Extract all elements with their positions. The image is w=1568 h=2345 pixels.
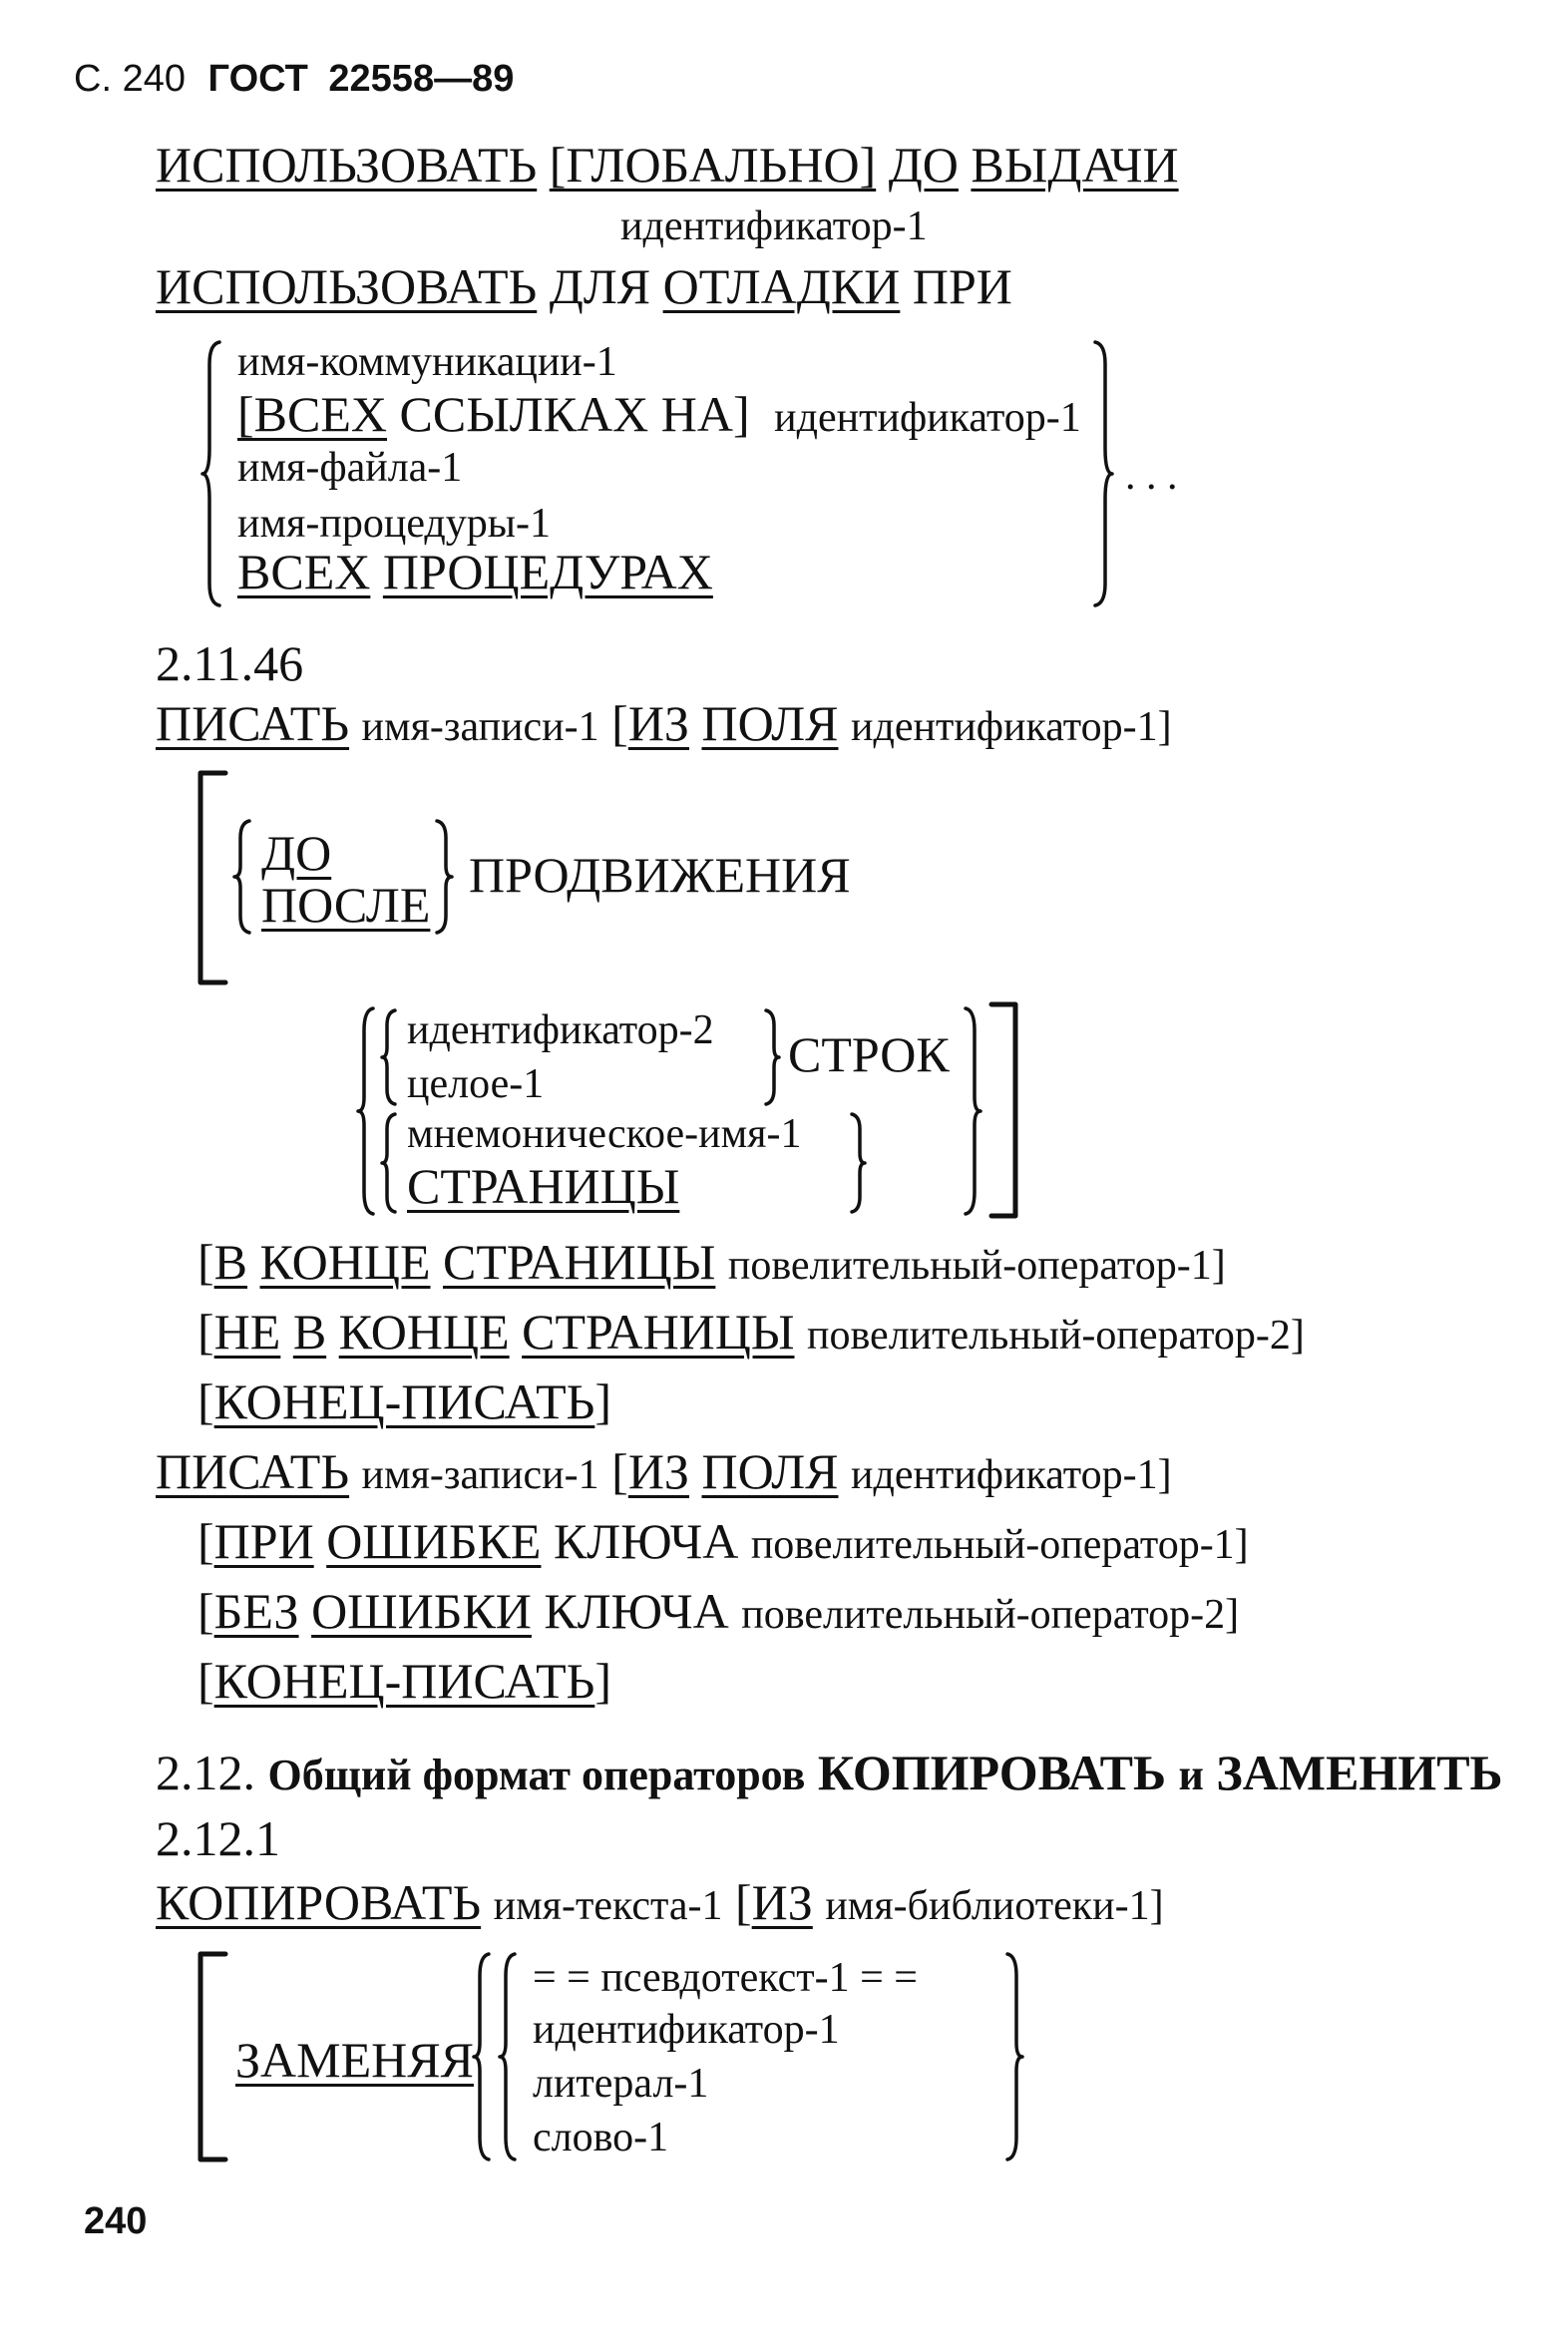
invalid-key-line (197, 1513, 1249, 1569)
kw-error: ОШИБКИ (311, 1583, 532, 1639)
replacing-right-brace (1001, 1951, 1025, 2162)
replacing-opt-literal: литерал-1 (533, 2061, 709, 2107)
kw-page-opt (407, 1158, 680, 1214)
use-global-identifier: идентификатор-1 (620, 203, 928, 249)
section-number: 2.12. (156, 1745, 255, 1800)
kw-at: В (213, 1234, 248, 1290)
text-name: имя-текста-1 (493, 1883, 723, 1929)
replacing-opt-pseudotext: = = псевдотекст-1 = = (533, 1955, 918, 2001)
lines-inner-right-brace (760, 1007, 782, 1107)
imperative-statement-2: повелительный-оператор-2] (807, 1313, 1305, 1359)
imperative-statement-1: повелительный-оператор-1] (750, 1522, 1249, 1568)
before-after-right-brace (431, 818, 455, 936)
use-debug-line (156, 258, 1012, 314)
kw-all: ВСЕХ (237, 544, 371, 599)
before-after-left-brace (231, 818, 255, 936)
kw-before: ДО (888, 137, 959, 193)
debug-right-brace (1087, 339, 1117, 608)
end-write-line (197, 1653, 611, 1709)
copy-line (156, 1874, 1164, 1930)
bracket-open: [ (734, 1874, 752, 1930)
kw-after: ПОСЛЕ (261, 877, 431, 933)
lines-inner-left-brace (379, 1007, 401, 1107)
kw-on: ПРИ (213, 1513, 314, 1569)
kw-field: ПОЛЯ (701, 1443, 839, 1499)
kw-not: НЕ (213, 1304, 281, 1360)
kw-end-write: КОНЕЦ-ПИСАТЬ (213, 1373, 595, 1429)
debug-left-brace (199, 339, 229, 608)
imperative-statement-1: повелительный-оператор-1] (727, 1243, 1226, 1289)
section-2-12-heading (156, 1745, 1503, 1800)
kw-before: ДО (261, 825, 332, 881)
kw-advancing: ПРОДВИЖЕНИЯ (469, 847, 851, 903)
debug-opt-comm: имя-коммуникации-1 (237, 339, 617, 385)
replacing-outer-left-brace (471, 1951, 495, 2162)
write-line-1 (156, 695, 1172, 751)
kw-write: ПИСАТЬ (156, 695, 350, 751)
replacing-opt-word: слово-1 (533, 2115, 669, 2160)
bracket-open: [ (197, 1234, 214, 1290)
kw-end: КОНЦЕ (259, 1234, 431, 1290)
page-prefix: С. (74, 58, 112, 100)
replacing-inner-left-brace (497, 1951, 521, 2162)
kw-write: ПИСАТЬ (156, 1443, 350, 1499)
kw-after-opt (261, 877, 431, 933)
bracket-open: [ (197, 1304, 214, 1360)
kw-debug: ОТЛАДКИ (662, 258, 901, 314)
kw-on: ПРИ (912, 258, 1012, 314)
kw-from: ИЗ (627, 1443, 689, 1499)
kw-key: КЛЮЧА (553, 1513, 739, 1569)
bracket-open: [ (197, 1373, 214, 1429)
at-end-of-page-line (197, 1234, 1226, 1290)
footer-page-number: 240 (84, 2200, 148, 2242)
debug-opt-all-procs (237, 544, 713, 599)
kw-from: ИЗ (627, 695, 689, 751)
debug-opt-file: имя-файла-1 (237, 445, 463, 491)
page-inner-left-brace (379, 1111, 401, 1215)
kw-issue: ВЫДАЧИ (971, 137, 1179, 193)
kw-use: ИСПОЛЬЗОВАТЬ (156, 258, 538, 314)
end-write-line (197, 1373, 611, 1429)
bracket-open: [ (197, 1513, 214, 1569)
use-global-line (156, 137, 1179, 193)
kw-copy: КОПИРОВАТЬ (156, 1874, 482, 1930)
debug-opt-all-refs (237, 386, 1081, 442)
advancing-right-bracket (987, 1001, 1021, 1219)
library-name: имя-библиотеки-1] (825, 1883, 1164, 1929)
lines-page-outer-right-brace (960, 1005, 983, 1217)
standard-name: ГОСТ (207, 58, 308, 100)
kw-end-write: КОНЕЦ-ПИСАТЬ (213, 1653, 595, 1709)
kw-for: ДЛЯ (549, 258, 651, 314)
write-identifier: идентификатор-1] (850, 704, 1172, 750)
kw-of: ИЗ (751, 1874, 813, 1930)
imperative-statement-2: повелительный-оператор-2] (741, 1592, 1240, 1638)
kw-replacing-opt (235, 2032, 474, 2088)
kw-before-opt (261, 825, 332, 881)
bracket-close: ] (594, 1373, 611, 1429)
write2-line-1 (156, 1443, 1172, 1499)
record-name: имя-записи-1 (361, 704, 599, 750)
kw-key: КЛЮЧА (544, 1583, 729, 1639)
section-2-11-46: 2.11.46 (156, 635, 304, 691)
kw-without: БЕЗ (213, 1583, 299, 1639)
lines-id2: идентификатор-2 (407, 1007, 714, 1053)
kw-copy: КОПИРОВАТЬ (817, 1745, 1167, 1800)
not-invalid-key-line (197, 1583, 1240, 1639)
lines-int1: целое-1 (407, 1061, 545, 1107)
page-number: 240 (122, 58, 186, 100)
kw-procedures: ПРОЦЕДУРАХ (382, 544, 713, 599)
kw-page: СТРАНИЦЫ (407, 1158, 680, 1214)
debug-opt-proc: имя-процедуры-1 (237, 501, 551, 547)
bracket-close: ] (594, 1653, 611, 1709)
page-header (74, 60, 514, 98)
replacing-opt-identifier: идентификатор-1 (533, 2007, 840, 2053)
advancing-left-bracket (196, 770, 235, 985)
section-title: Общий формат операторов (267, 1751, 806, 1799)
bracket-open: [ (197, 1653, 214, 1709)
title-and: и (1178, 1751, 1204, 1799)
bracket-open: [ (197, 1583, 214, 1639)
replacing-left-bracket (196, 1951, 235, 2162)
debug-opt-identifier: идентификатор-1 (774, 395, 1081, 441)
write-identifier: идентификатор-1] (850, 1452, 1172, 1498)
kw-replacing: ЗАМЕНЯЯ (235, 2032, 474, 2088)
kw-error: ОШИБКЕ (326, 1513, 542, 1569)
not-at-end-of-page-line (197, 1304, 1305, 1360)
standard-number: 22558—89 (328, 58, 515, 100)
record-name: имя-записи-1 (361, 1452, 599, 1498)
kw-replace: ЗАМЕНИТЬ (1216, 1745, 1503, 1800)
debug-ellipsis: . . . (1125, 453, 1178, 499)
bracket-open: [ (611, 695, 628, 751)
kw-page: СТРАНИЦЫ (443, 1234, 716, 1290)
lines-page-outer-left-brace (355, 1005, 379, 1217)
opt-global: [ГЛОБАЛЬНО] (549, 137, 877, 193)
page-inner-right-brace (846, 1111, 868, 1215)
kw-at: В (292, 1304, 327, 1360)
kw-lines: СТРОК (788, 1026, 950, 1082)
kw-all: [ВСЕХ (237, 386, 387, 442)
kw-use: ИСПОЛЬЗОВАТЬ (156, 137, 538, 193)
section-2-12-1: 2.12.1 (156, 1810, 280, 1866)
kw-end: КОНЦЕ (338, 1304, 510, 1360)
kw-page: СТРАНИЦЫ (522, 1304, 795, 1360)
kw-refs-to: ССЫЛКАХ НА] (399, 386, 750, 442)
bracket-open: [ (611, 1443, 628, 1499)
page-mnemonic: мнемоническое-имя-1 (407, 1111, 802, 1157)
kw-field: ПОЛЯ (701, 695, 839, 751)
